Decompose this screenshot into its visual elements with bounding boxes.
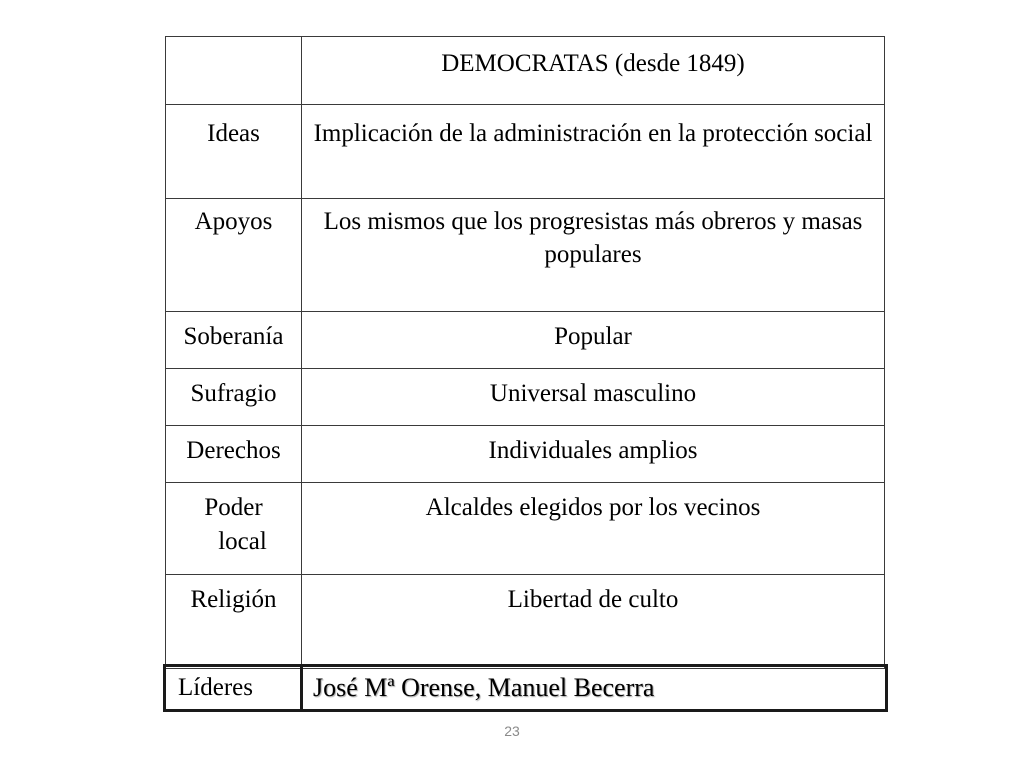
row-value-ideas: Implicación de la administración en la protección social — [313, 120, 873, 147]
row-label-ideas: Ideas — [207, 120, 260, 147]
row-value-cell — [302, 199, 885, 312]
row-value-poder-local: Alcaldes elegidos por los vecinos — [425, 494, 761, 521]
row-label-cell — [166, 483, 302, 575]
row-value-apoyos: Los mismos que los progresistas más obreros y masas populares — [323, 208, 863, 268]
row-label-cell — [166, 199, 302, 312]
row-value-derechos: Individuales amplios — [488, 437, 698, 464]
row-label-cell — [166, 369, 302, 426]
row-value-soberania: Popular — [554, 323, 632, 350]
row-label-cell — [166, 575, 302, 669]
party-table — [165, 36, 885, 669]
table-row — [166, 369, 885, 426]
page-number: 23 — [504, 723, 520, 739]
row-label-soberania: Soberanía — [183, 323, 284, 350]
leaders-row — [165, 666, 887, 711]
row-value-cell — [302, 483, 885, 575]
header-label — [166, 37, 301, 47]
row-label-cell — [166, 312, 302, 369]
row-label-cell — [166, 105, 302, 199]
table-row — [166, 483, 885, 575]
row-label-sufragio: Sufragio — [190, 380, 277, 407]
row-label-poder-line1: Poder — [204, 494, 263, 521]
leaders-label: Líderes — [178, 674, 253, 701]
row-value-cell — [302, 426, 885, 483]
row-value-cell — [302, 105, 885, 199]
row-label-poder-local — [166, 483, 301, 559]
table-row — [166, 426, 885, 483]
leaders-value-cell — [302, 666, 887, 711]
row-label-religion: Religión — [190, 586, 277, 613]
table-row — [166, 312, 885, 369]
table-row — [166, 199, 885, 312]
leaders-label-cell — [165, 666, 302, 711]
row-label-poder-line2: local — [218, 528, 267, 555]
row-value-cell — [302, 312, 885, 369]
row-label-apoyos: Apoyos — [194, 208, 273, 235]
leaders-table — [163, 664, 888, 712]
header-value-cell — [302, 37, 885, 105]
party-title: DEMOCRATAS (desde 1849) — [441, 50, 745, 77]
table-header-row — [166, 37, 885, 105]
row-label-derechos: Derechos — [186, 437, 281, 464]
row-label-cell — [166, 426, 302, 483]
header-label-cell — [166, 37, 302, 105]
row-value-cell — [302, 369, 885, 426]
row-value-religion: Libertad de culto — [507, 586, 679, 613]
table-row — [166, 575, 885, 669]
table-row — [166, 105, 885, 199]
row-value-cell — [302, 575, 885, 669]
row-value-sufragio: Universal masculino — [489, 380, 697, 407]
leaders-value: José Mª Orense, Manuel Becerra — [313, 673, 655, 702]
